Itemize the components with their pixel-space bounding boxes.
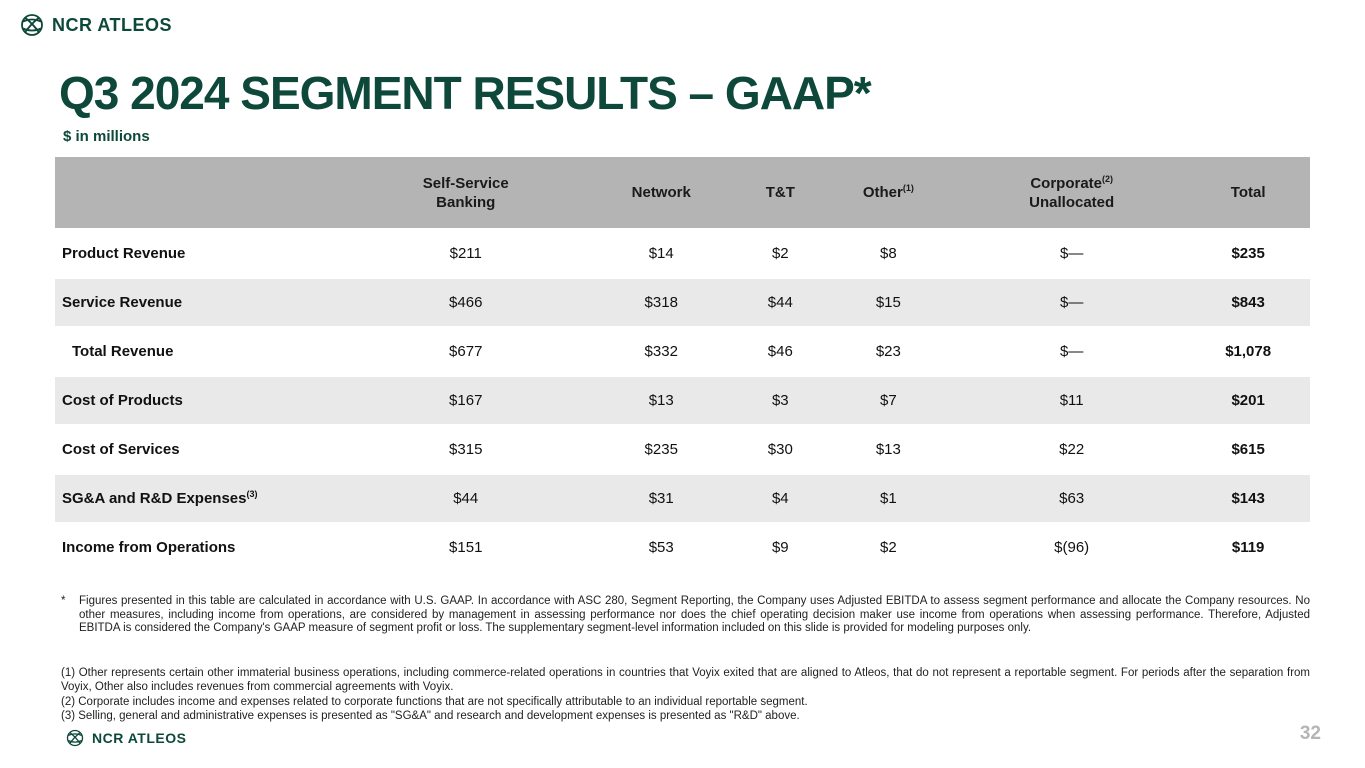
cell: $235	[644, 441, 678, 458]
header-label: Network	[631, 184, 691, 201]
cell: $332	[644, 343, 678, 360]
cell: $318	[581, 279, 741, 326]
header-label: Self-Service	[422, 174, 509, 192]
table-row-sga-rd-expenses	[55, 475, 1310, 522]
row-label: Income from Operations	[62, 539, 236, 556]
cell: $22	[1059, 441, 1085, 458]
cell: $53	[648, 539, 674, 556]
cell: $9	[771, 539, 789, 556]
page-title: Q3 2024 SEGMENT RESULTS – GAAP*	[59, 67, 871, 119]
header-total	[1186, 157, 1310, 228]
cell: $15	[820, 279, 957, 326]
brand-wordmark: NCR ATLEOS	[52, 14, 172, 35]
footnote-3: (3) Selling, general and administrative expenses is presented as "SG&A" and research and development expenses is presented as "R&D" above.	[61, 710, 800, 723]
header-label: Banking	[436, 193, 496, 211]
row-label-text: SG&A and R&D Expenses	[62, 490, 247, 507]
row-label: Service Revenue	[55, 279, 350, 326]
cell-total: $235	[1231, 245, 1265, 262]
cell: $3	[741, 377, 820, 424]
table-row-product-revenue	[55, 230, 1310, 277]
cell: $13	[875, 441, 901, 458]
cell: $—	[1060, 343, 1084, 360]
cell: $4	[741, 475, 820, 522]
row-label: Product Revenue	[62, 245, 186, 262]
cell-total: $1,078	[1225, 343, 1272, 360]
header-label: Unallocated	[1029, 193, 1115, 211]
table-row-cost-of-products	[55, 377, 1310, 424]
header-network	[581, 157, 741, 228]
cell-total: $843	[1186, 279, 1310, 326]
page-number: 32	[1299, 723, 1321, 744]
cell: $677	[449, 343, 483, 360]
cell: $2	[771, 245, 789, 262]
header-label: Corporate	[1030, 174, 1103, 192]
cell-total: $143	[1186, 475, 1310, 522]
cell: $151	[449, 539, 483, 556]
units-subtitle: $ in millions	[63, 128, 150, 145]
cell-total: $119	[1231, 539, 1265, 556]
cell: $466	[350, 279, 581, 326]
header-self-service-banking	[350, 157, 581, 228]
cell: $30	[767, 441, 793, 458]
segment-results-table	[55, 155, 1310, 573]
cell: $1	[820, 475, 957, 522]
cell: $(96)	[1054, 539, 1090, 556]
cell: $31	[581, 475, 741, 522]
numbered-footnotes	[61, 666, 1310, 724]
table-row-income-from-operations	[55, 524, 1310, 571]
row-label: Cost of Products	[55, 377, 350, 424]
cell: $211	[449, 245, 482, 262]
cell: $44	[741, 279, 820, 326]
globe-logo-icon	[66, 729, 84, 747]
cell: $63	[957, 475, 1186, 522]
cell-total: $615	[1231, 441, 1265, 458]
table-row-cost-of-services	[55, 426, 1310, 473]
cell: $—	[1060, 245, 1084, 262]
header-empty-cell	[55, 157, 350, 228]
cell: $7	[820, 377, 957, 424]
header-label: Total	[1230, 184, 1266, 201]
brand-logo-bottom	[66, 729, 186, 747]
brand-logo-top	[20, 13, 172, 37]
gaap-footnote	[61, 595, 1310, 636]
table-header-row	[55, 157, 1310, 228]
cell: $44	[350, 475, 581, 522]
cell: $167	[350, 377, 581, 424]
header-label: T&T	[765, 184, 795, 201]
brand-wordmark: NCR ATLEOS	[92, 730, 187, 746]
cell: $2	[880, 539, 897, 556]
footnote-2: (2) Corporate includes income and expenses related to corporate functions that are not specifically attributable to an individual reportable segment.	[61, 695, 808, 708]
header-t-and-t	[741, 157, 820, 228]
cell: $14	[648, 245, 674, 262]
cell: $8	[880, 245, 897, 262]
asterisk-marker: *	[61, 595, 66, 607]
cell: $23	[875, 343, 901, 360]
cell: $46	[767, 343, 793, 360]
table-row-service-revenue	[55, 279, 1310, 326]
cell: $13	[581, 377, 741, 424]
row-label: Cost of Services	[62, 441, 180, 458]
cell: $11	[957, 377, 1186, 424]
header-other	[820, 157, 957, 228]
row-label: Total Revenue	[72, 343, 174, 360]
footnote-ref: (1)	[902, 183, 914, 193]
footnote-1: (1) Other represents certain other immaterial business operations, including commerce-related operations in countries that Voyix exited that are aligned to Atleos, that do not represent a reportable segment. For periods after the separation from Voyix, Other also includes revenues from commercial agreements with Voyix.	[61, 667, 1310, 694]
table-row-total-revenue	[55, 328, 1310, 375]
footnote-ref: (3)	[246, 489, 258, 499]
header-label: Other	[862, 184, 903, 201]
gaap-footnote-text: Figures presented in this table are calculated in accordance with U.S. GAAP. In accordance with ASC 280, Segment Reporting, the Company uses Adjusted EBITDA to assess segment performance and allocate the Company resources. No other measures, including income from operations, are considered by management in assessing performance nor does the chief operating decision maker use income from operations when assessing performance. Therefore, Adjusted EBITDA is considered the Company's GAAP measure of segment profit or loss. The supplementary segment-level information included on this slide is provided for modeling purposes only.	[79, 595, 1310, 635]
globe-logo-icon	[20, 13, 44, 37]
header-corporate-unallocated	[957, 157, 1186, 228]
row-label	[55, 475, 350, 522]
cell: $315	[449, 441, 483, 458]
footnote-ref: (2)	[1102, 173, 1114, 184]
cell: $—	[957, 279, 1186, 326]
cell-total: $201	[1186, 377, 1310, 424]
